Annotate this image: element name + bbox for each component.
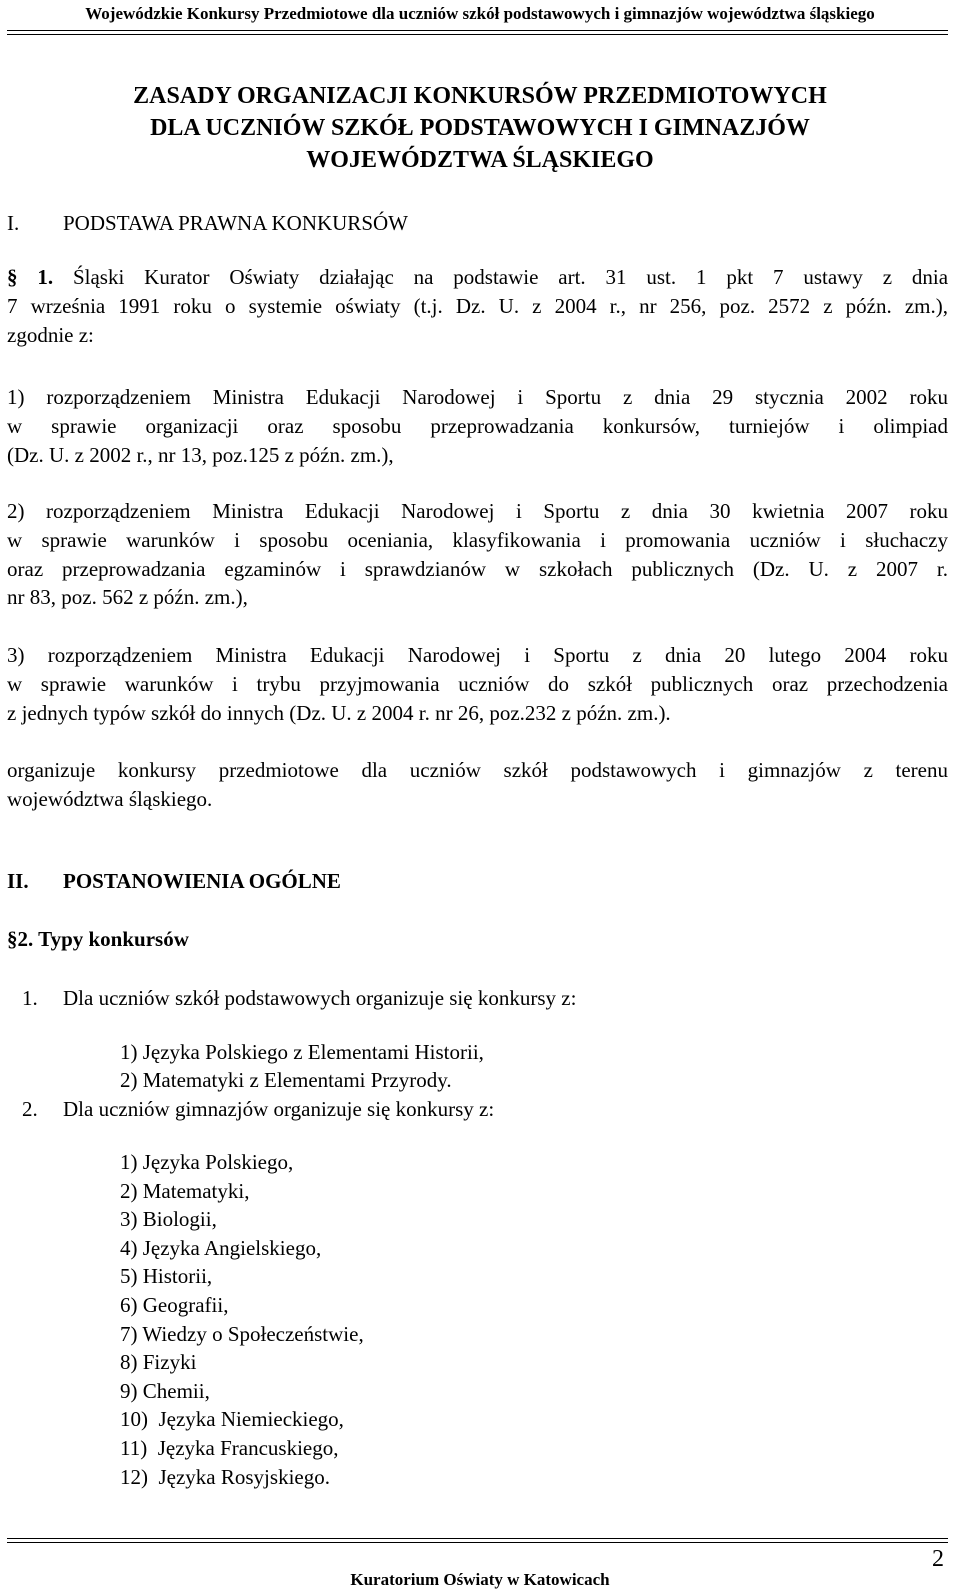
subject-item: 10) Języka Niemieckiego, (120, 1407, 344, 1432)
regulation-1 (7, 383, 948, 469)
document-title-line-2: DLA UCZNIÓW SZKÓŁ PODSTAWOWYCH I GIMNAZJÓW (150, 115, 810, 141)
subsection-heading: §2. Typy konkursów (7, 927, 189, 951)
para-1-line-1: § 1. Śląski Kurator Oświaty działając na podstawie art. 31 ust. 1 pkt 7 ustawy z dnia (7, 265, 949, 289)
item-2-number: 2. (22, 1097, 38, 1121)
section-2-heading: POSTANOWIENIA OGÓLNE (63, 869, 341, 893)
subject-item: 2) Matematyki, (120, 1178, 250, 1203)
subject-item: 9) Chemii, (120, 1378, 210, 1403)
regulation-2-line-4: nr 83, poz. 562 z późn. zm.), (7, 585, 248, 610)
closing-line-1: organizuje konkursy przedmiotowe dla uczniów szkół podstawowych i gimnazjów z terenu (7, 758, 948, 782)
primary-list-item-2: 2) Matematyki z Elementami Przyrody. (120, 1068, 452, 1092)
subject-item: 1) Języka Polskiego, (120, 1150, 294, 1174)
para-1-line-2: 7 września 1991 roku o systemie oświaty (t.j. Dz. U. z 2004 r., nr 256, poz. 2572 z późn. zm.), (7, 293, 948, 318)
regulation-2-line-3: oraz przeprowadzania egzaminów i sprawdzianów w szkołach publicznych (Dz. U. z 2007 r. (7, 556, 948, 581)
header-rule (7, 30, 948, 35)
regulation-1-line-2: w sprawie organizacji oraz sposobu przeprowadzania konkursów, turniejów i olimpiad (7, 413, 948, 438)
item-1-text: Dla uczniów szkół podstawowych organizuje się konkursy z: (63, 986, 577, 1010)
subject-item: 4) Języka Angielskiego, (120, 1235, 322, 1260)
document-title-line-3: WOJEWÓDZTWA ŚLĄSKIEGO (306, 147, 654, 173)
document-title-line-1: ZASADY ORGANIZACJI KONKURSÓW PRZEDMIOTOWYCH (133, 83, 827, 109)
closing-line-2: województwa śląskiego. (7, 786, 213, 811)
item-2-text: Dla uczniów gimnazjów organizuje się konkursy z: (63, 1097, 495, 1121)
subject-item: 8) Fizyki (120, 1350, 197, 1375)
regulation-1-line-1: 1) rozporządzeniem Ministra Edukacji Narodowej i Sportu z dnia 29 stycznia 2002 roku (7, 385, 948, 409)
section-1-number: I. (7, 211, 20, 235)
subject-item: 12) Języka Rosyjskiego. (120, 1464, 330, 1489)
regulation-3-line-3: z jednych typów szkół do innych (Dz. U. z 2004 r. nr 26, poz.232 z późn. zm.). (7, 700, 671, 725)
subject-item: 6) Geografii, (120, 1293, 229, 1317)
section-2-number: II. (7, 869, 29, 893)
subject-item: 5) Historii, (120, 1264, 213, 1289)
regulation-3-line-2: w sprawie warunków i trybu przyjmowania uczniów do szkół publicznych oraz przechodzenia (7, 671, 948, 696)
subject-item: 7) Wiedzy o Społeczeństwie, (120, 1321, 364, 1346)
subject-item: 3) Biologii, (120, 1207, 217, 1232)
page-number: 2 (932, 1546, 944, 1572)
paragraph-mark: § 1. (7, 265, 54, 289)
running-footer: Kuratorium Oświaty w Katowicach (350, 1570, 610, 1589)
regulation-3-line-1: 3) rozporządzeniem Ministra Edukacji Narodowej i Sportu z dnia 20 lutego 2004 roku (7, 643, 948, 667)
closing-paragraph (7, 756, 948, 814)
section-1-paragraph-1 (7, 263, 948, 349)
regulation-3 (7, 641, 948, 727)
footer-rule (7, 1538, 948, 1543)
running-header: Wojewódzkie Konkursy Przedmiotowe dla uczniów szkół podstawowych i gimnazjów województwa śląskiego (85, 4, 875, 23)
regulation-2-line-1: 2) rozporządzeniem Ministra Edukacji Narodowej i Sportu z dnia 30 kwietnia 2007 roku (7, 499, 948, 523)
section-1-heading: PODSTAWA PRAWNA KONKURSÓW (63, 211, 408, 235)
regulation-2-line-2: w sprawie warunków i sposobu oceniania, klasyfikowania i promowania uczniów i słuchaczy (7, 527, 948, 552)
item-1-number: 1. (22, 986, 38, 1010)
para-1-line-3: zgodnie z: (7, 322, 94, 347)
regulation-1-line-3: (Dz. U. z 2002 r., nr 13, poz.125 z późn. zm.), (7, 442, 394, 467)
regulation-2 (7, 497, 948, 612)
primary-list-item-1: 1) Języka Polskiego z Elementami Historii, (120, 1040, 484, 1064)
subject-item: 11) Języka Francuskiego, (120, 1436, 339, 1460)
